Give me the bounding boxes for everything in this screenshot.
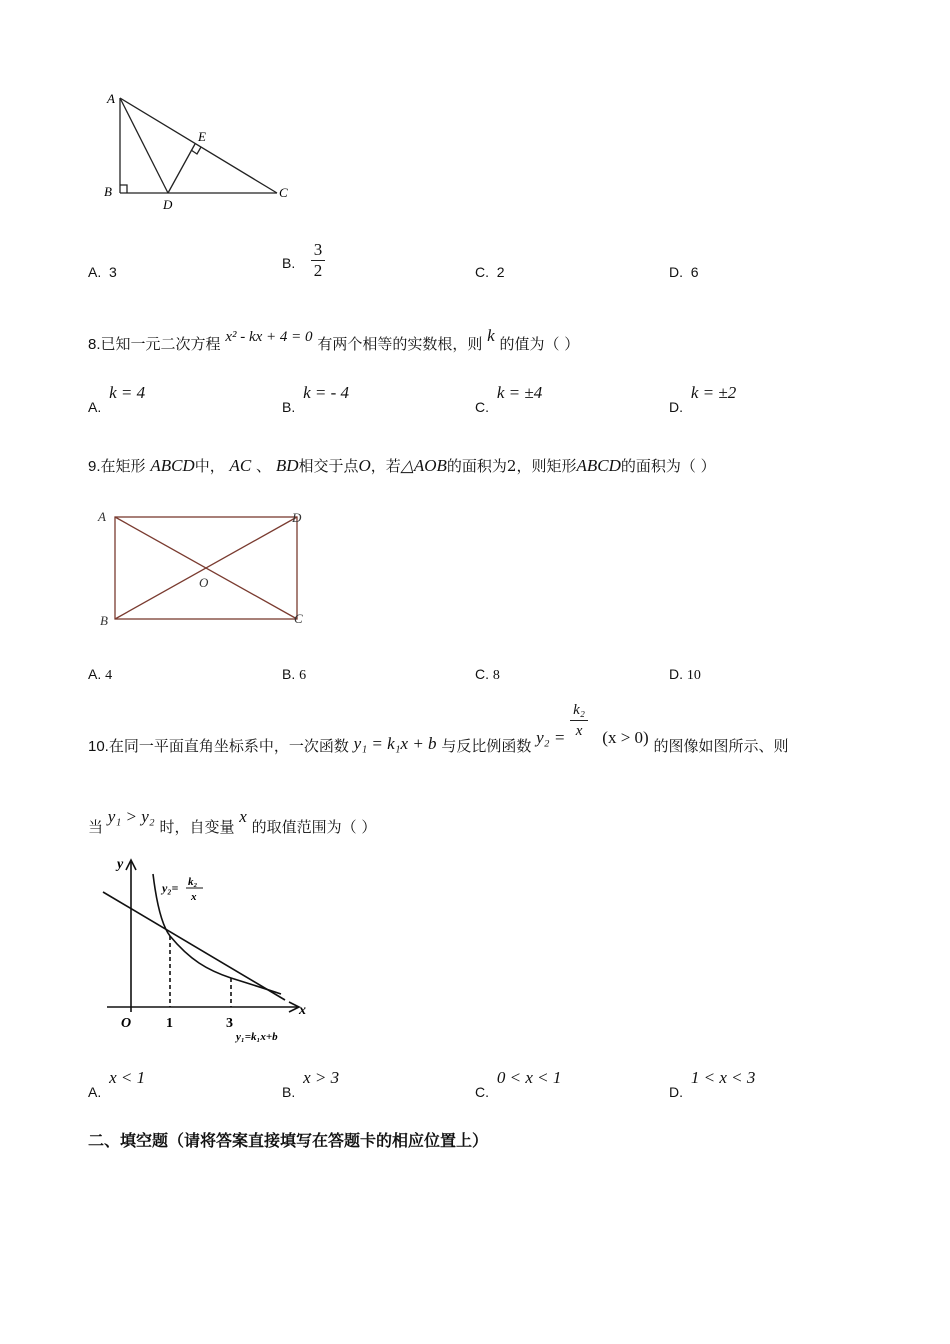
q7-option-d[interactable]: D. 6 — [669, 264, 699, 280]
q7-label-a: A — [107, 91, 115, 106]
q7-segment-de — [168, 144, 195, 193]
q7-option-b[interactable]: B. $\frac{3}{2}$ — [282, 240, 325, 281]
q10-label-y: y — [117, 857, 124, 872]
q9-label-b: B — [100, 613, 108, 628]
q10-recip-label-num: k₂ — [188, 876, 198, 888]
q7-label-b: B — [104, 184, 112, 199]
q7-right-angle-b — [120, 185, 127, 193]
q10-option-d[interactable]: D. 1 < x < 3 — [669, 1068, 756, 1100]
q10-question-line1: 10.在同一平面直角坐标系中，一次函数 y₁ = k₁x + b 与反比例函数 y₂ = $\frac{\text{k₂}}{x}$ (x > 0) 的图像如图所示、则 — [88, 702, 789, 755]
q9-label-c: C — [294, 611, 303, 626]
q9-label-a: A — [98, 509, 106, 524]
q9-option-b[interactable]: B. 6 — [282, 666, 307, 683]
q9-rectangle-figure — [92, 505, 317, 630]
q7-label-c: C — [279, 185, 288, 200]
q7-option-a[interactable]: A. 3 — [88, 264, 117, 280]
q9-option-d[interactable]: D. 10 — [669, 666, 701, 683]
q8-option-a[interactable]: A. k = 4 — [88, 383, 146, 415]
q10-option-c[interactable]: C. 0 < x < 1 — [475, 1068, 562, 1100]
q8-equation: x² - kx + 4 = 0 — [225, 329, 313, 345]
q10-label-1: 1 — [166, 1016, 173, 1031]
q9-question: 9.在矩形 ABCD中， AC 、 BD相交于点O，若△AOB的面积为2，则矩形ABCD的面积为（ ） — [88, 456, 716, 475]
section-2-title: 二、填空题（请将答案直接填写在答题卡的相应位置上） — [88, 1131, 489, 1150]
q10-question-line2: 当 y₁ > y₂ 时，自变量 x 的取值范围为（ ） — [88, 807, 377, 836]
q8-option-d[interactable]: D. k = ±2 — [669, 383, 737, 415]
q10-option-b[interactable]: B. x > 3 — [282, 1068, 340, 1100]
q10-label-origin: O — [121, 1016, 132, 1031]
q10-label-3: 3 — [226, 1016, 233, 1031]
q10-function-graph — [95, 852, 320, 1047]
q10-label-x: x — [299, 1003, 306, 1018]
q10-option-a[interactable]: A. x < 1 — [88, 1068, 146, 1100]
q7-option-b-fraction: $\frac{3}{2}$ — [311, 240, 326, 281]
q7-triangle-figure — [95, 88, 305, 213]
q8-option-c[interactable]: C. k = ±4 — [475, 383, 543, 415]
q10-recip-label-den: x — [191, 891, 197, 903]
q9-option-c[interactable]: C. 8 — [475, 666, 500, 683]
q10-linear-function: y₁ = k₁x + b — [353, 733, 437, 753]
q8-question: 8.已知一元二次方程 x² - kx + 4 = 0 有两个相等的实数根，则 k 的值为（ ） — [88, 326, 580, 353]
q7-label-e: E — [198, 129, 206, 144]
q10-line-label: y₁=k₁x+b — [236, 1031, 278, 1043]
q7-option-c[interactable]: C. 2 — [475, 264, 505, 280]
q10-recip-label-lhs: y₂= — [162, 881, 179, 895]
q9-label-d: D — [292, 510, 302, 525]
q10-reciprocal-fraction: $\frac{\text{k₂}}{x}$ — [570, 700, 588, 741]
q7-label-d: D — [163, 197, 173, 212]
q9-label-o: O — [199, 575, 209, 590]
q8-option-b[interactable]: B. k = - 4 — [282, 383, 350, 415]
q9-option-a[interactable]: A. 4 — [88, 666, 113, 683]
